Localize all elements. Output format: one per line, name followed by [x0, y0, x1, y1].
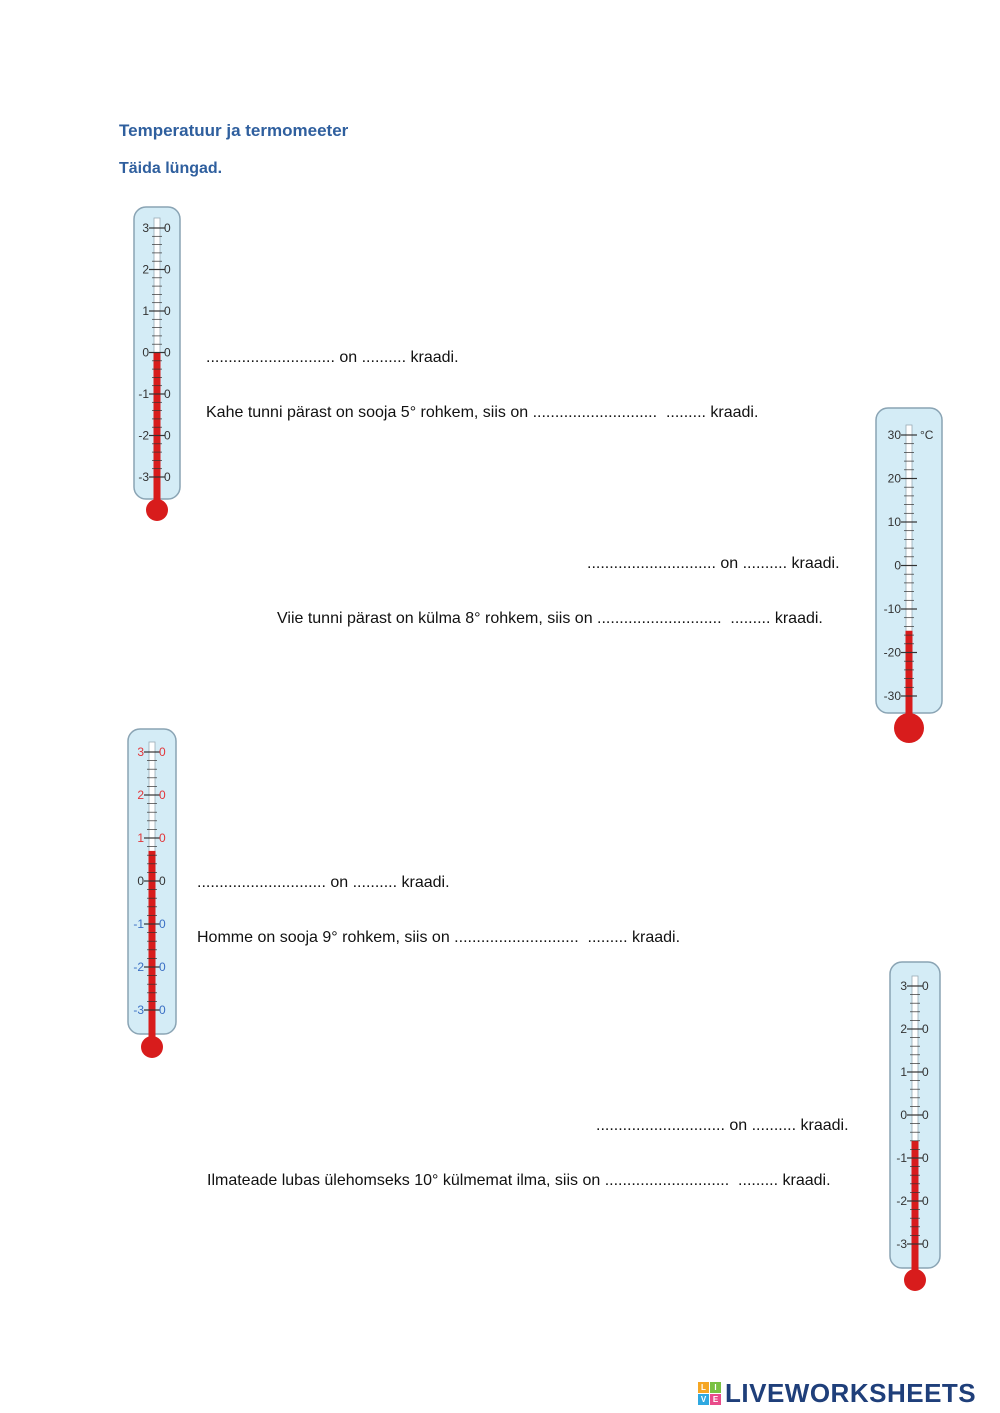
exercise-2-line-2: Viie tunni pärast on külma 8° rohkem, siis on ............................ ......... kraadi.	[277, 610, 823, 627]
scale-label: 0	[900, 1108, 907, 1122]
scale-label: 0	[922, 1022, 929, 1036]
exercise-4-line-2: Ilmateade lubas ülehomseks 10° külmemat ilma, siis on ............................ ......... kraadi.	[207, 1172, 831, 1189]
thermometer-bulb	[894, 713, 924, 743]
logo-letter-e: E	[710, 1394, 721, 1405]
scale-label: 30	[887, 428, 901, 442]
logo-letter-i: I	[710, 1382, 721, 1393]
scale-label: 0	[159, 874, 166, 888]
logo-letter-v: V	[698, 1394, 709, 1405]
thermometer-1	[132, 206, 182, 526]
thermometer-4-svg	[888, 961, 942, 1294]
scale-label: 0	[922, 1108, 929, 1122]
liveworksheets-logo	[698, 1378, 976, 1409]
scale-label: 2	[900, 1022, 907, 1036]
thermometer-bulb	[904, 1269, 926, 1291]
scale-label: -10	[883, 602, 901, 616]
scale-label: 20	[887, 471, 901, 486]
scale-label: 0	[164, 221, 171, 235]
scale-label: 0	[922, 1065, 929, 1079]
thermometer-bulb	[141, 1036, 163, 1058]
exercise-3-line-2: Homme on sooja 9° rohkem, siis on ............................ ......... kraadi.	[197, 929, 681, 946]
unit-label: °C	[920, 428, 934, 442]
scale-label: 0	[159, 960, 166, 974]
scale-label: -20	[883, 645, 901, 660]
exercise-1-line-1: ............................. on .......... kraadi.	[206, 349, 459, 366]
thermometer-mercury	[912, 1141, 919, 1280]
scale-label: -3	[138, 470, 149, 484]
instruction-subtitle: Täida lüngad.	[119, 160, 223, 177]
scale-label: 0	[922, 979, 929, 993]
thermometer-mercury	[149, 851, 156, 1047]
scale-label: 0	[164, 262, 171, 277]
scale-label: 10	[887, 515, 901, 529]
scale-label: 0	[159, 745, 166, 759]
brand-name: LIVEWORKSHEETS	[725, 1378, 977, 1408]
scale-label: 0	[142, 345, 149, 360]
thermometer-mercury	[154, 353, 161, 511]
logo-icon	[698, 1382, 721, 1405]
scale-label: 0	[159, 1003, 166, 1017]
scale-label: 0	[922, 1194, 929, 1208]
scale-label: 3	[137, 745, 144, 759]
scale-label: 2	[142, 262, 149, 277]
thermometer-3-svg	[126, 728, 178, 1060]
scale-label: -3	[896, 1237, 907, 1251]
scale-label: 0	[164, 470, 171, 484]
thermometer-bulb	[146, 499, 168, 521]
scale-label: 0	[164, 345, 171, 360]
exercise-4-line-1: ............................. on .......... kraadi.	[596, 1117, 849, 1134]
thermometer-2-svg	[873, 407, 945, 747]
thermometer-2	[873, 407, 945, 747]
scale-label: 0	[164, 304, 171, 318]
scale-label: -2	[138, 428, 149, 443]
exercise-3-line-1: ............................. on .......... kraadi.	[197, 874, 450, 891]
scale-label: 0	[164, 387, 171, 401]
scale-label: 1	[142, 304, 149, 318]
scale-label: -1	[138, 387, 149, 401]
scale-label: -3	[133, 1003, 144, 1017]
logo-letter-l: L	[698, 1382, 709, 1393]
scale-label: 0	[159, 788, 166, 802]
scale-label: -2	[133, 960, 144, 974]
scale-label: 3	[142, 221, 149, 235]
scale-label: -2	[896, 1194, 907, 1208]
scale-label: 0	[922, 1151, 929, 1165]
scale-label: 0	[164, 428, 171, 443]
scale-label: 0	[922, 1237, 929, 1251]
thermometer-3	[126, 728, 178, 1060]
scale-label: -1	[133, 917, 144, 931]
thermometer-1-svg	[132, 206, 182, 526]
scale-label: 0	[137, 874, 144, 888]
scale-label: 3	[900, 979, 907, 993]
scale-label: 1	[137, 831, 144, 845]
exercise-2-line-1: ............................. on .......... kraadi.	[587, 555, 840, 572]
scale-label: -30	[883, 689, 901, 703]
page-title: Temperatuur ja termomeeter	[119, 121, 349, 140]
scale-label: 0	[894, 558, 901, 573]
scale-label: 2	[137, 788, 144, 802]
scale-label: 0	[159, 917, 166, 931]
exercise-1-line-2: Kahe tunni pärast on sooja 5° rohkem, siis on ............................ ......... kraadi.	[206, 404, 759, 421]
scale-label: 1	[900, 1065, 907, 1079]
scale-label: -1	[896, 1151, 907, 1165]
thermometer-4	[888, 961, 942, 1294]
scale-label: 0	[159, 831, 166, 845]
